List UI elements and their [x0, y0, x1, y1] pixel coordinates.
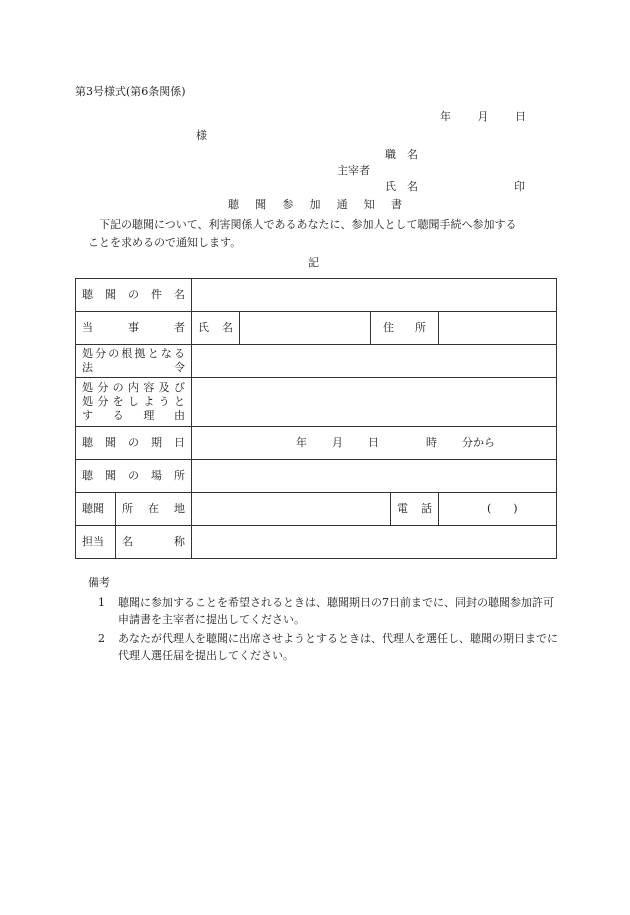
hearing-date-day: 日: [368, 436, 379, 449]
phone-parens: ( ): [487, 502, 518, 515]
party-address-field[interactable]: [439, 312, 557, 345]
row-office-name: [76, 526, 557, 559]
disposition-content-field[interactable]: [192, 378, 557, 427]
row-hearing-place: [76, 460, 557, 493]
organizer-label: 主宰者: [337, 164, 370, 177]
row-case-name: [76, 279, 557, 312]
party-address-label: 住 所: [371, 312, 439, 345]
hearing-date-hour: 時: [426, 436, 437, 449]
notes-heading: 備考: [88, 576, 110, 589]
row-legal-basis: [76, 345, 557, 378]
hearing-date-label: 聴 聞 の 期 日: [76, 427, 192, 460]
party-name-label: 氏 名: [192, 312, 240, 345]
disposition-content-label: 処 分 の 内 容 及 び 処 分 を し よ う と す る 理 由: [76, 378, 192, 427]
row-party: [76, 312, 557, 345]
body-text-line2: ことを求めるので通知します。: [88, 236, 242, 249]
row-office-address: [76, 493, 557, 526]
note-item-2: 2 あなたが代理人を聴聞に出席させようとするときは、代理人を選任し、聴聞の期日までに代理人選任届を提出してください。: [98, 632, 558, 662]
legal-basis-label: 処 分 の 根 拠 と な る 法 令: [76, 345, 192, 378]
date-month: 月: [477, 110, 489, 123]
position-label: 職 名: [385, 148, 418, 161]
hearing-date-year: 年: [296, 436, 307, 449]
body-text-line1: 下記の聴聞について、利害関係人であるあなたに、参加人として聴聞手続へ参加する: [99, 218, 517, 231]
hearing-form-table: [75, 278, 557, 559]
row-hearing-date: [76, 427, 557, 460]
case-name-label: 聴 聞 の 件 名: [76, 279, 192, 312]
hearing-place-label: 聴 聞 の 場 所: [76, 460, 192, 493]
document-title: 聴 聞 参 加 通 知 書: [228, 198, 402, 211]
office-name-field[interactable]: [192, 526, 557, 559]
office-address-field[interactable]: [192, 493, 391, 526]
hearing-place-field[interactable]: [192, 460, 557, 493]
seal-label: 印: [514, 180, 525, 193]
party-name-field[interactable]: [240, 312, 371, 345]
office-name-label: 名 称: [116, 526, 192, 559]
office-phone-field[interactable]: [439, 493, 557, 526]
date-line: [440, 110, 526, 124]
office-address-label: 所 在 地: [116, 493, 192, 526]
row-disposition-content: [76, 378, 557, 427]
case-name-field[interactable]: [192, 279, 557, 312]
name-label: 氏 名: [385, 180, 418, 193]
ki-label: 記: [308, 256, 319, 269]
date-year: 年: [440, 110, 451, 123]
office-phone-label: 電 話: [391, 493, 439, 526]
addressee-suffix: 様: [196, 129, 207, 142]
note-item-1: 1 聴聞に参加することを希望されるときは、聴聞期日の7日前までに、同封の聴聞参加許可申請書を主宰者に提出してください。: [98, 596, 554, 626]
hearing-date-minute: 分から: [462, 436, 495, 449]
date-day: 日: [515, 110, 526, 123]
form-number: 第3号様式(第6条関係): [75, 85, 186, 98]
office-label-bottom: 担当: [76, 526, 116, 559]
hearing-date-field[interactable]: [192, 427, 557, 460]
hearing-date-month: 月: [332, 436, 343, 449]
office-label-top: 聴聞: [76, 493, 116, 526]
party-label: 当 事 者: [76, 312, 192, 345]
legal-basis-field[interactable]: [192, 345, 557, 378]
